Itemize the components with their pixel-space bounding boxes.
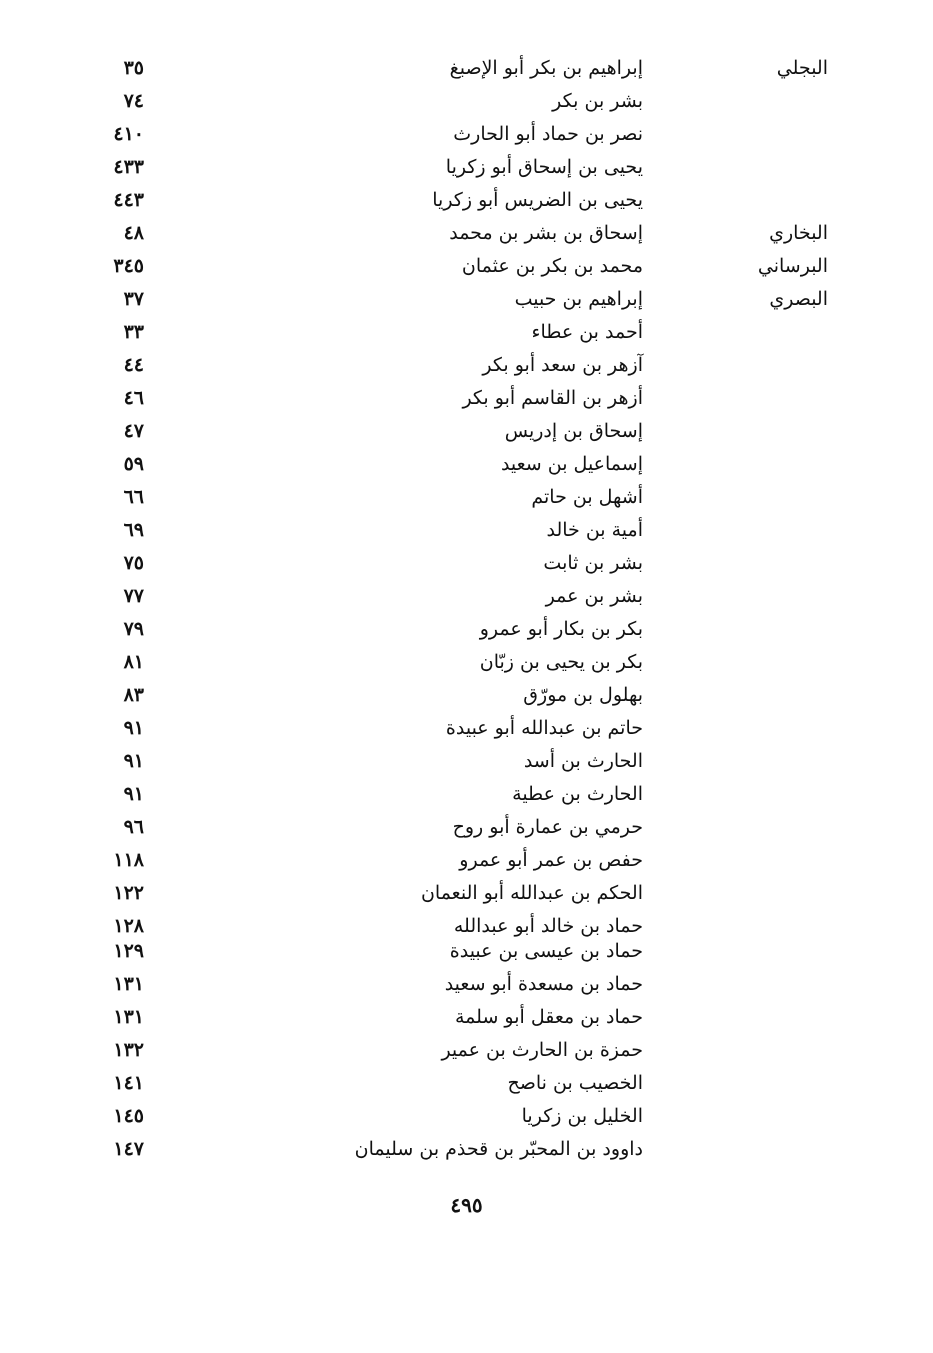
narrator-name: إبراهيم بن بكر أبو الإصبغ [449, 57, 643, 79]
index-row [0, 580, 933, 613]
page-reference: ٣٧ [123, 288, 144, 310]
index-row [0, 481, 933, 514]
page-reference: ١١٨ [113, 849, 144, 871]
page-reference: ٤٣٣ [113, 156, 144, 178]
index-row [0, 811, 933, 844]
narrator-name: أشهل بن حاتم [531, 486, 643, 508]
index-row [0, 1067, 933, 1100]
page-reference: ١٣١ [113, 1006, 144, 1028]
narrator-name: حماد بن معقل أبو سلمة [455, 1006, 643, 1028]
narrator-name: أزهر بن القاسم أبو بكر [462, 387, 643, 409]
narrator-name: يحيى بن الضريس أبو زكريا [432, 189, 643, 211]
narrator-name: حفص بن عمر أبو عمرو [459, 849, 643, 871]
narrator-name: محمد بن بكر بن عثمان [461, 255, 643, 277]
page-reference: ١٤٥ [113, 1105, 144, 1127]
narrator-name: حاتم بن عبدالله أبو عبيدة [445, 717, 643, 739]
page-reference: ٤٨ [123, 222, 144, 244]
page-reference: ١٤١ [113, 1072, 144, 1094]
narrator-name: الحكم بن عبدالله أبو النعمان [420, 882, 643, 904]
index-row [0, 52, 933, 85]
narrator-name: داوود بن المحبّر بن قحذم بن سليمان [354, 1138, 643, 1160]
index-row [0, 184, 933, 217]
narrator-name: بشر بن ثابت [543, 552, 643, 574]
page-reference: ٧٩ [123, 618, 144, 640]
narrator-name: أحمد بن عطاء [531, 321, 643, 343]
page-reference: ٤٦ [123, 387, 144, 409]
page-reference: ٤١٠ [113, 123, 144, 145]
page-reference: ٩١ [123, 717, 144, 739]
page-reference: ٩١ [123, 750, 144, 772]
index-row [0, 910, 933, 935]
index-row [0, 1034, 933, 1067]
page-reference: ٣٤٥ [113, 255, 144, 277]
page-number: ٤٩٥ [450, 1193, 483, 1217]
page-reference: ١٣٢ [113, 1039, 144, 1061]
nisba-label: البرساني [757, 255, 828, 277]
narrator-name: أمية بن خالد [546, 519, 643, 541]
page-reference: ١٤٧ [113, 1138, 144, 1160]
index-entries [0, 52, 933, 1166]
page-reference: ١٣١ [113, 973, 144, 995]
narrator-name: حماد بن خالد أبو عبدالله [453, 915, 643, 937]
page-reference: ٤٧ [123, 420, 144, 442]
narrator-name: الحارث بن أسد [523, 750, 643, 772]
index-row [0, 844, 933, 877]
page-reference: ٥٩ [123, 453, 144, 475]
narrator-name: بشر بن بكر [552, 90, 643, 112]
narrator-name: الخصيب بن ناصح [507, 1072, 643, 1094]
index-row [0, 745, 933, 778]
index-row [0, 349, 933, 382]
page-reference: ٣٣ [123, 321, 144, 343]
index-row [0, 415, 933, 448]
index-row [0, 448, 933, 481]
index-row [0, 151, 933, 184]
index-row [0, 118, 933, 151]
index-row [0, 1001, 933, 1034]
index-row [0, 283, 933, 316]
page-reference: ٧٥ [123, 552, 144, 574]
narrator-name: حماد بن عيسى بن عبيدة [449, 940, 643, 962]
index-row [0, 679, 933, 712]
page-reference: ٦٩ [123, 519, 144, 541]
narrator-name: الخليل بن زكريا [521, 1105, 643, 1127]
page-reference: ٨١ [123, 651, 144, 673]
page-reference: ١٢٩ [113, 940, 144, 962]
page-reference: ٩١ [123, 783, 144, 805]
page-reference: ٨٣ [123, 684, 144, 706]
index-row [0, 316, 933, 349]
index-row [0, 712, 933, 745]
narrator-name: نصر بن حماد أبو الحارث [453, 123, 643, 145]
narrator-name: حماد بن مسعدة أبو سعيد [444, 973, 643, 995]
page-reference: ٤٤ [123, 354, 144, 376]
index-row [0, 1133, 933, 1166]
index-row [0, 250, 933, 283]
index-row [0, 382, 933, 415]
narrator-name: بكر بن يحيى بن زبّان [479, 651, 643, 673]
narrator-name: إسحاق بن إدريس [504, 420, 643, 442]
narrator-name: حمزة بن الحارث بن عمير [441, 1039, 643, 1061]
narrator-name: الحارث بن عطية [512, 783, 643, 805]
index-row [0, 547, 933, 580]
narrator-name: إبراهيم بن حبيب [514, 288, 643, 310]
narrator-name: يحيى بن إسحاق أبو زكريا [445, 156, 643, 178]
narrator-name: إسحاق بن بشر بن محمد [449, 222, 643, 244]
page-reference: ٧٤ [123, 90, 144, 112]
narrator-name: بكر بن بكار أبو عمرو [479, 618, 643, 640]
page-reference: ٩٦ [123, 816, 144, 838]
narrator-name: بشر بن عمر [545, 585, 643, 607]
page-reference: ٤٤٣ [113, 189, 144, 211]
index-row [0, 514, 933, 547]
index-row [0, 968, 933, 1001]
nisba-label: البخاري [769, 222, 828, 244]
index-row [0, 85, 933, 118]
index-row [0, 613, 933, 646]
index-row [0, 1100, 933, 1133]
page-reference: ٦٦ [123, 486, 144, 508]
page-reference: ٣٥ [123, 57, 144, 79]
nisba-label: البصري [769, 288, 828, 310]
page-reference: ١٢٨ [113, 915, 144, 937]
page-reference: ٧٧ [123, 585, 144, 607]
index-row [0, 877, 933, 910]
narrator-name: إسماعيل بن سعيد [500, 453, 643, 475]
index-row [0, 778, 933, 811]
index-row [0, 935, 933, 968]
page-reference: ١٢٢ [113, 882, 144, 904]
index-row [0, 217, 933, 250]
index-row [0, 646, 933, 679]
narrator-name: بهلول بن مورّق [523, 684, 643, 706]
narrator-name: حرمي بن عمارة أبو روح [452, 816, 643, 838]
narrator-name: آزهر بن سعد أبو بكر [482, 354, 643, 376]
nisba-label: البجلي [776, 57, 828, 79]
